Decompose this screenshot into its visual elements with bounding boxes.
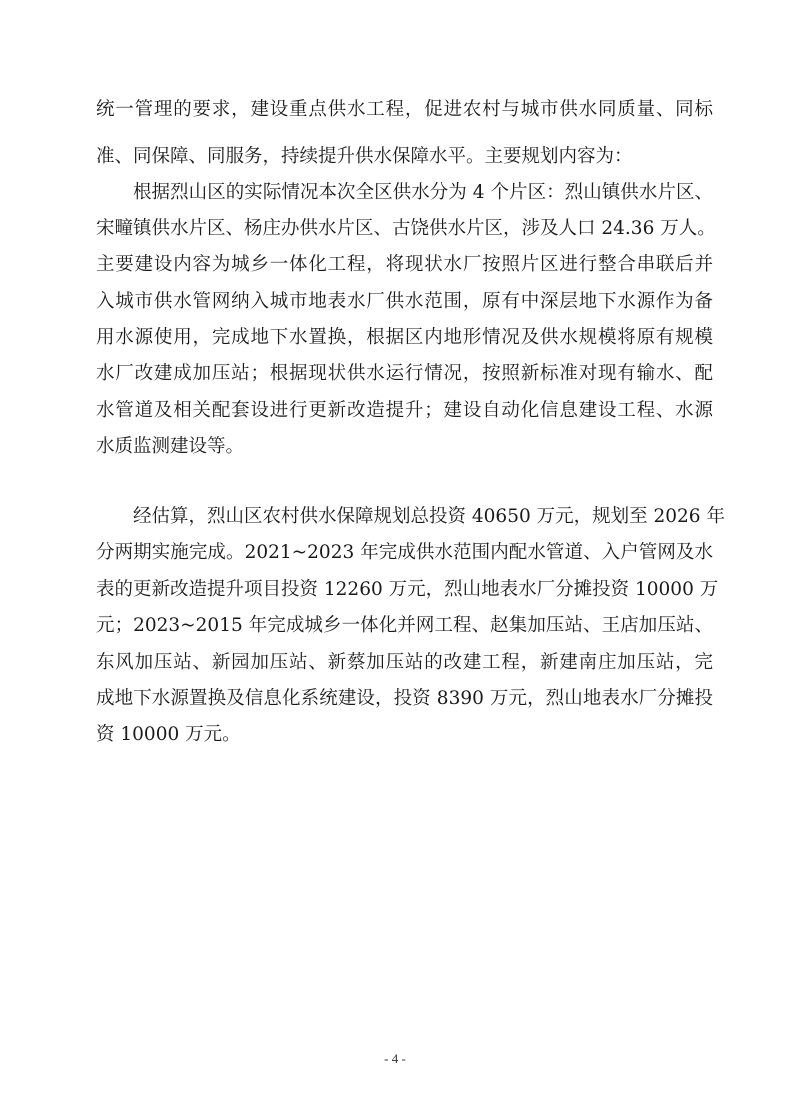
text-line: 成地下水源置换及信息化系统建设，投资 8390 万元，烈山地表水厂分摊投: [96, 688, 713, 709]
paragraph-first-line: 根据烈山区的实际情况本次全区供水分为 4 个片区：烈山镇供水片区、: [133, 182, 713, 203]
text-line: 元；2023~2015 年完成城乡一体化并网工程、赵集加压站、王店加压站、: [96, 615, 713, 636]
text-line: 水厂改建成加压站；根据现状供水运行情况，按照新标准对现有输水、配: [96, 363, 713, 384]
text-line: 准、同保障、同服务，持续提升供水保障水平。主要规划内容为：: [96, 146, 633, 167]
text-line: 水管道及相关配套设进行更新改造提升；建设自动化信息建设工程、水源: [96, 400, 713, 421]
text-line: 分两期实施完成。2021~2023 年完成供水范围内配水管道、入户管网及水: [96, 542, 713, 563]
text-line: 统一管理的要求，建设重点供水工程，促进农村与城市供水同质量、同标: [96, 99, 713, 120]
text-line: 用水源使用，完成地下水置换，根据区内地形情况及供水规模将原有规模: [96, 327, 713, 348]
text-line: 主要建设内容为城乡一体化工程，将现状水厂按照片区进行整合串联后并: [96, 254, 713, 275]
text-line: 资 10000 万元。: [96, 724, 241, 745]
paragraph-first-line: 经估算，烈山区农村供水保障规划总投资 40650 万元，规划至 2026 年: [133, 506, 725, 527]
text-line: 宋疃镇供水片区、杨庄办供水片区、古饶供水片区，涉及人口 24.36 万人。: [96, 218, 716, 239]
text-line: 入城市供水管网纳入城市地表水厂供水范围，原有中深层地下水源作为备: [96, 291, 713, 312]
text-line: 水质监测建设等。: [96, 436, 245, 457]
text-line: 东风加压站、新园加压站、新蔡加压站的改建工程，新建南庄加压站，完: [96, 652, 713, 673]
page-number: - 4 -: [384, 1051, 406, 1066]
text-line: 表的更新改造提升项目投资 12260 万元，烈山地表水厂分摊投资 10000 万: [96, 579, 719, 600]
